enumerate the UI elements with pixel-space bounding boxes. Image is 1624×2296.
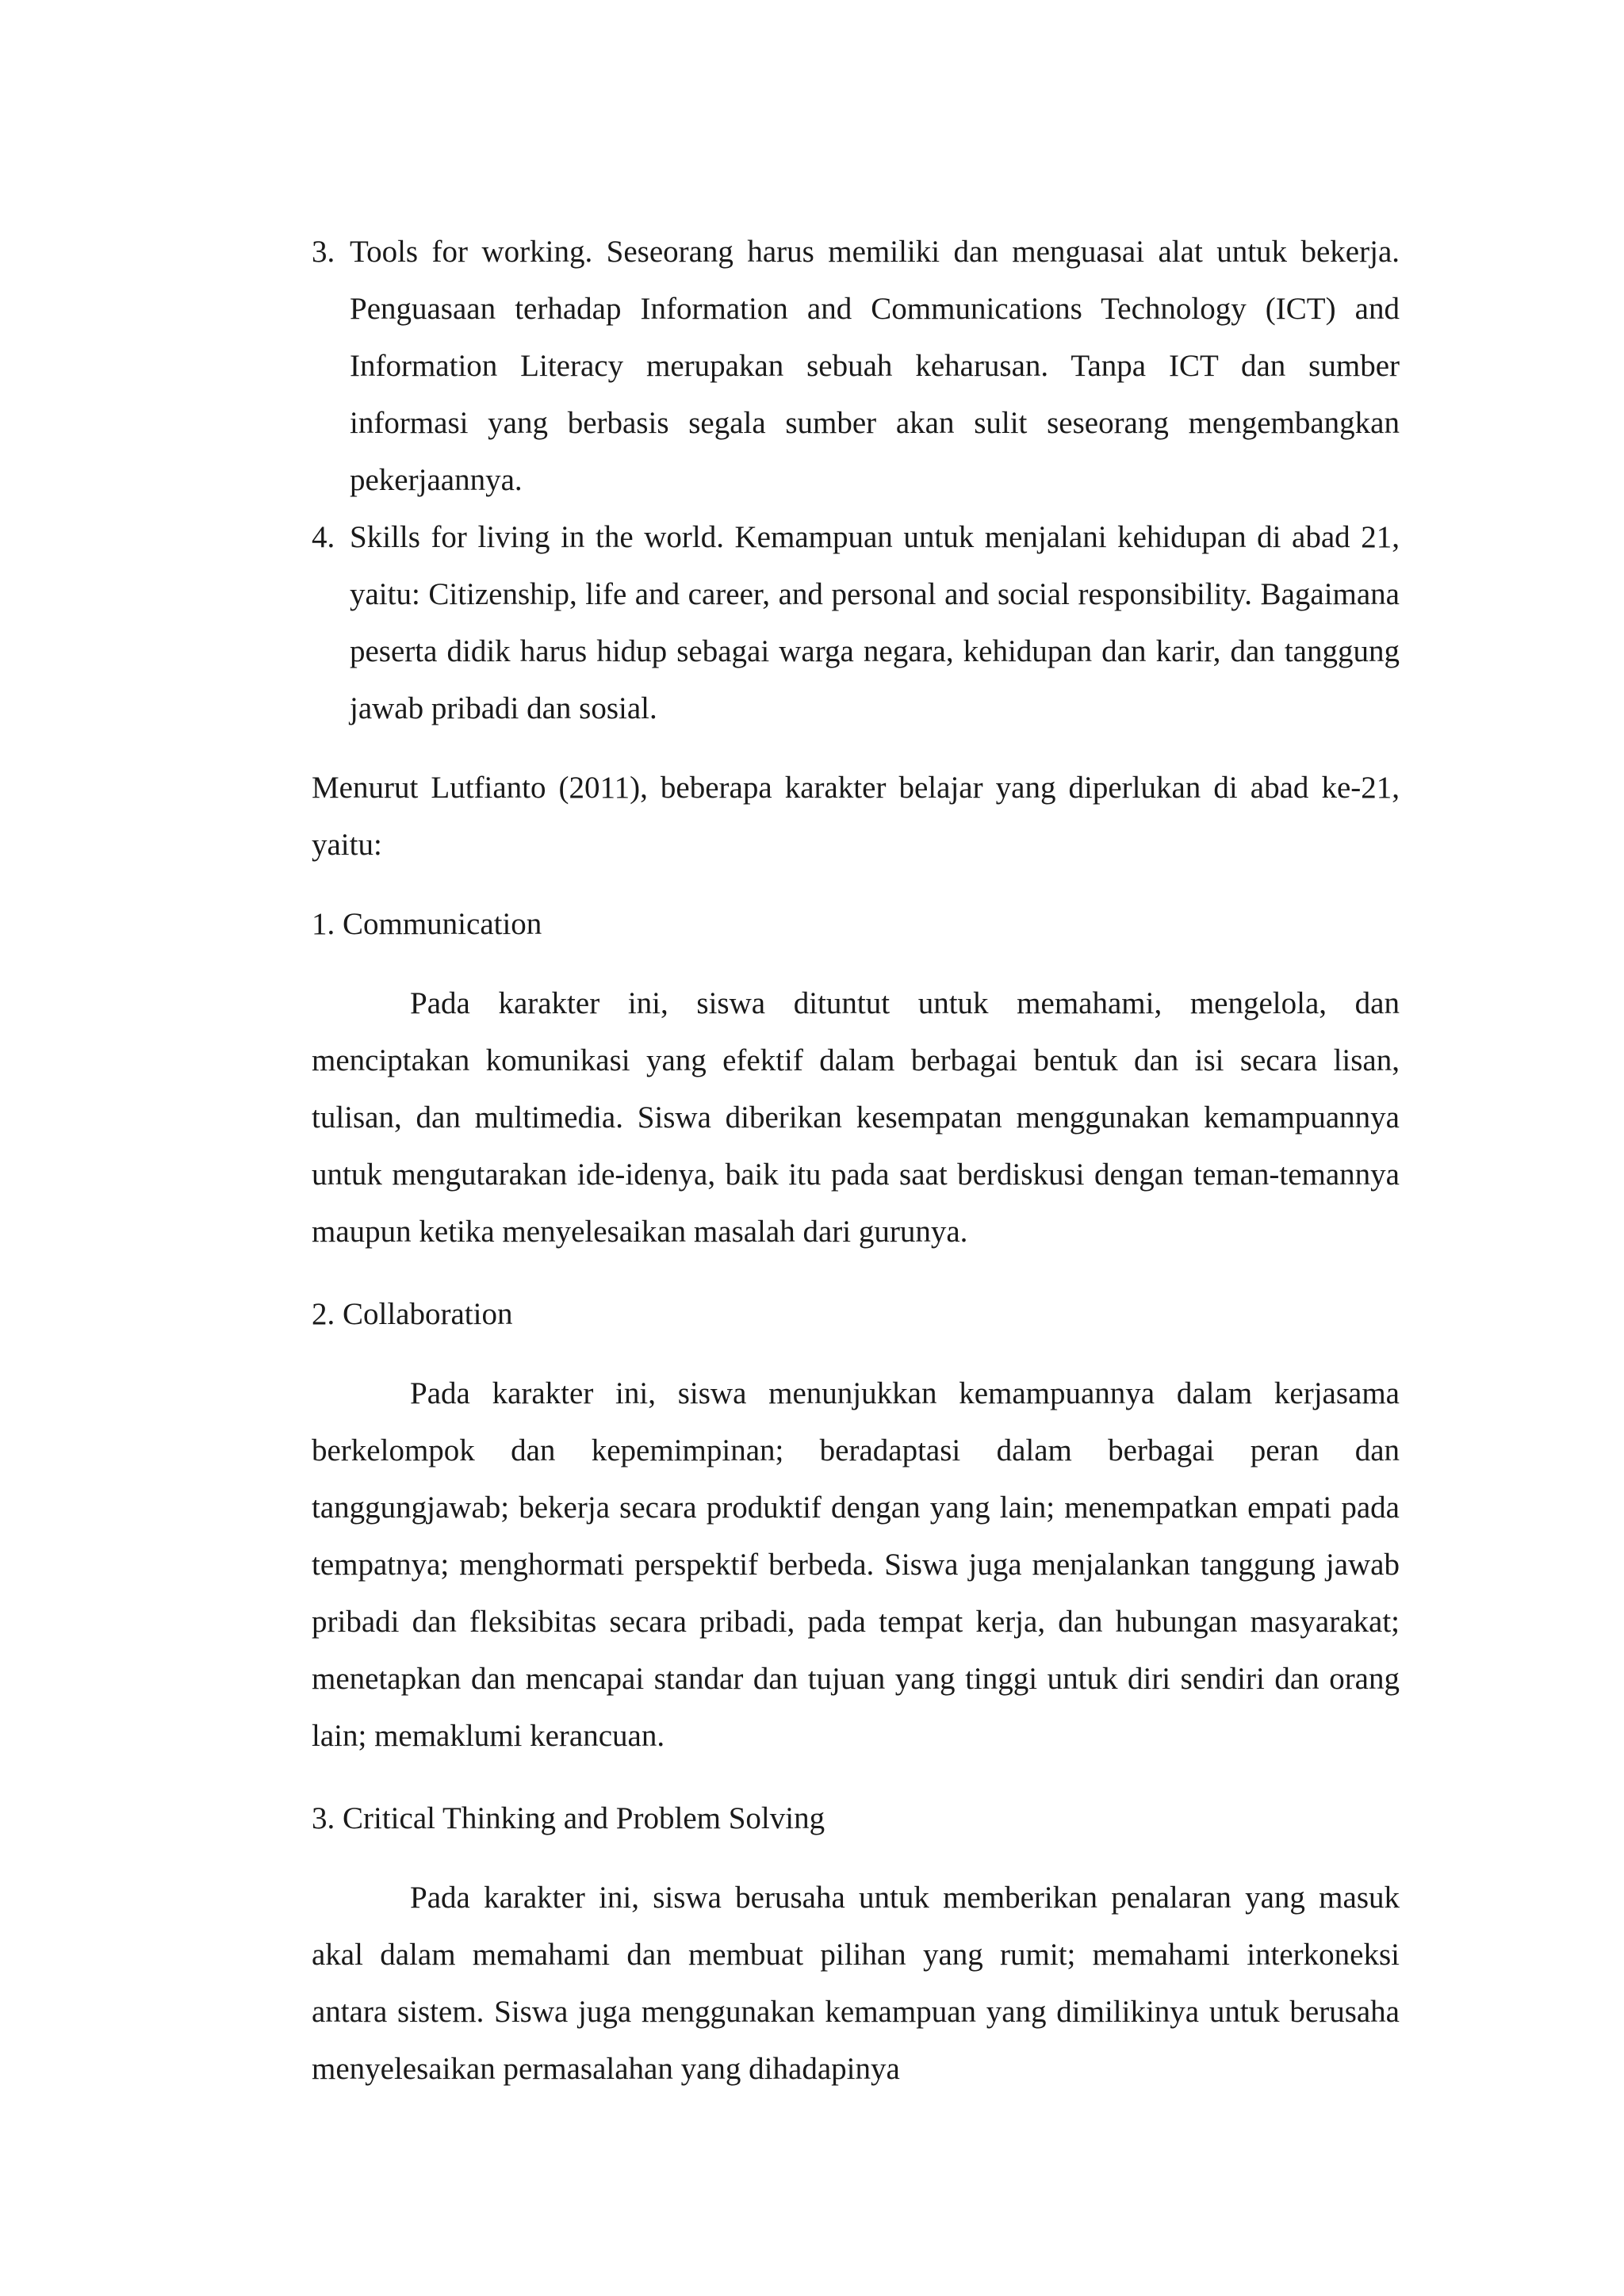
section-heading-critical-thinking: 3. Critical Thinking and Problem Solving xyxy=(312,1801,825,1835)
list-item-tools-for-working xyxy=(312,224,1400,509)
section-body-collaboration: Pada karakter ini, siswa menunjukkan kemampuannya dalam kerjasama berkelompok dan kepemimpinan; beradaptasi dalam berbagai peran dan tanggungjawab; bekerja secara produktif dengan yang lain; menempatkan empati pada tempatnya; menghormati perspektif berbeda. Siswa juga menjalankan tanggung jawab pribadi dan fleksibitas secara pribadi, pada tempat kerja, dan hubungan masyarakat; menetapkan dan mencapai standar dan tujuan yang tinggi untuk diri sendiri dan orang lain; memaklumi kerancuan. xyxy=(312,1376,1400,1753)
section-heading-communication: 1. Communication xyxy=(312,907,542,941)
section-body-critical-thinking: Pada karakter ini, siswa berusaha untuk memberikan penalaran yang masuk akal dalam memahami dan membuat pilihan yang rumit; memahami interkoneksi antara sistem. Siswa juga menggunakan kemampuan yang dimilikinya untuk berusaha menyelesaikan permasalahan yang dihadapinya xyxy=(312,1881,1400,2086)
list-text: Skills for living in the world. Kemampuan untuk menjalani kehidupan di abad 21, yaitu: Citizenship, life and career, and personal and social responsibility. Bagaimana peserta didik harus hidup sebagai warga negara, kehidupan dan karir, dan tanggung jawab pribadi dan sosial. xyxy=(350,520,1400,725)
list-number: 3. xyxy=(312,235,335,269)
list-number: 4. xyxy=(312,520,335,554)
list-item-skills-for-living xyxy=(312,509,1400,737)
section-body-communication: Pada karakter ini, siswa dituntut untuk memahami, mengelola, dan menciptakan komunikasi yang efektif dalam berbagai bentuk dan isi secara lisan, tulisan, dan multimedia. Siswa diberikan kesempatan menggunakan kemampuannya untuk mengutarakan ide-idenya, baik itu pada saat berdiskusi dengan teman-temannya maupun ketika menyelesaikan masalah dari gurunya. xyxy=(312,986,1400,1249)
section-heading-collaboration: 2. Collaboration xyxy=(312,1297,513,1331)
list-text: Tools for working. Seseorang harus memiliki dan menguasai alat untuk bekerja. Penguasaan terhadap Information and Communications Technology (ICT) and Information Literacy merupakan sebuah keharusan. Tanpa ICT dan sumber informasi yang berbasis segala sumber akan sulit seseorang mengembangkan pekerjaannya. xyxy=(350,235,1400,497)
intro-paragraph: Menurut Lutfianto (2011), beberapa karakter belajar yang diperlukan di abad ke-21, yaitu: xyxy=(312,771,1400,862)
document-page xyxy=(312,224,1400,2098)
